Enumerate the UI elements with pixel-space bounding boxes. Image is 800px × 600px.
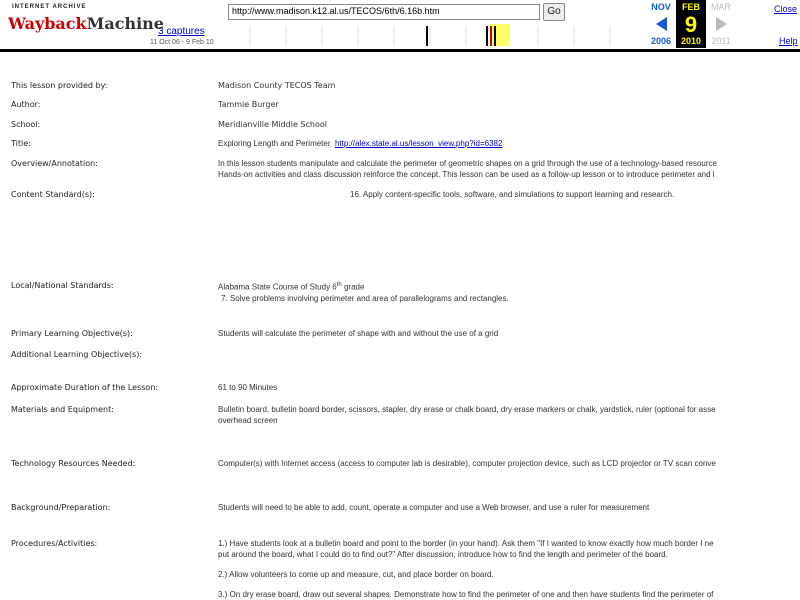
capture-sparkline[interactable] — [214, 24, 642, 48]
materials-line: overhead screen — [218, 416, 278, 425]
procedure-spacer — [218, 560, 800, 569]
background-value: Students will need to be able to add, count, operate a computer and use a Web browser, and use a ruler for measurement — [218, 503, 650, 512]
logo-machine: Machine — [86, 14, 164, 33]
go-button[interactable]: Go — [543, 3, 565, 21]
duration-label: Approximate Duration of the Lesson: — [11, 383, 159, 392]
content-standards-value: 16. Apply content-specific tools, software, and simulations to support learning and research. — [350, 190, 675, 199]
course-of-study: Alabama State Course of Study 6 — [218, 282, 337, 292]
author-label: Author: — [11, 100, 41, 109]
prev-year-label[interactable]: 2006 — [650, 36, 672, 46]
duration-value: 61 to 90 Minutes — [218, 383, 278, 392]
school-label: School: — [11, 120, 41, 129]
close-link[interactable]: Close — [774, 4, 798, 14]
logo-wayback: Wayback — [8, 14, 87, 33]
provided-by-value: Madison County TECOS Team — [218, 81, 336, 90]
sparkline-capture — [494, 26, 496, 46]
sparkline-capture — [426, 26, 428, 46]
local-standards-label: Local/National Standards: — [11, 281, 114, 290]
primary-objective-label: Primary Learning Objective(s): — [11, 329, 133, 338]
title-label: Title: — [11, 139, 31, 148]
month-navigator — [646, 0, 736, 50]
technology-label: Technology Resources Needed: — [11, 459, 136, 468]
sparkline-highlight — [490, 24, 510, 46]
overview-label: Overview/Annotation: — [11, 159, 98, 168]
overview-line: Hands-on activities and class discussion reinforce the concept. This lesson can be used as a follow-up lesson or to introduce perimeter and l — [218, 170, 715, 179]
next-capture-arrow-icon — [716, 17, 727, 31]
sparkline-capture — [486, 26, 488, 46]
current-year: 2010 — [680, 36, 702, 46]
prev-month-label[interactable]: NOV — [651, 2, 671, 12]
overview-line: In this lesson students manipulate and calculate the perimeter of geometric shapes on a grid through the use of a technology-based resource — [218, 159, 717, 168]
local-standards-value — [218, 280, 800, 304]
logo-top-text: INTERNET ARCHIVE — [12, 4, 87, 10]
author-value: Tammie Burger — [218, 100, 279, 109]
prev-capture-arrow-icon[interactable] — [656, 17, 667, 31]
technology-value: Computer(s) with Internet access (access to computer lab is desirable), computer projection device, such as LCD projector or TV scan conve — [218, 459, 716, 468]
next-month-label: MAR — [711, 2, 731, 12]
current-day: 9 — [684, 12, 698, 37]
sparkline-capture-current — [490, 26, 492, 46]
materials-label: Materials and Equipment: — [11, 405, 114, 414]
procedure-line: put around the board, what I could do to find out?" After discussion, introduce how to find the length and perimeter of the board. — [218, 550, 668, 559]
next-year-label: 2011 — [711, 36, 731, 46]
capture-range: 11 Oct 06 - 9 Feb 10 — [150, 39, 214, 46]
help-link[interactable]: Help — [779, 36, 798, 46]
local-standards-line — [218, 280, 800, 293]
url-input[interactable]: http://www.madison.k12.al.us/TECOS/6th/6.16b.htm — [228, 4, 540, 20]
procedure-line: 3.) On dry erase board, draw out several shapes. Demonstrate how to find the perimeter of one and then have students find the perimeter of — [218, 590, 714, 599]
title-value — [218, 138, 800, 149]
procedure-line: 1.) Have students look at a bulletin board and point to the border (in your hand). Ask them "If I wanted to know exactly how much border I ne — [218, 539, 714, 548]
materials-value — [218, 404, 800, 426]
school-value: Meridianville Middle School — [218, 120, 328, 129]
materials-line: Bulletin board, bulletin board border, scissors, stapler, dry erase or chalk board, dry erase markers or chalk, yardstick, ruler (optional for asse — [218, 405, 716, 414]
captures-link[interactable]: 3 captures — [158, 26, 205, 37]
procedures-label: Procedures/Activities: — [11, 539, 98, 548]
local-standards-line: 7. Solve problems involving perimeter and area of parallelograms and rectangles. — [221, 293, 509, 303]
current-capture-date — [676, 0, 706, 48]
primary-objective-value: Students will calculate the perimeter of shape with and without the use of a grid — [218, 329, 499, 338]
additional-objective-label: Additional Learning Objective(s): — [11, 350, 143, 359]
provided-by-label: This lesson provided by: — [11, 81, 108, 90]
procedures-value — [218, 538, 800, 600]
wayback-toolbar — [0, 0, 800, 52]
background-label: Background/Preparation: — [11, 503, 111, 512]
current-month: FEB — [682, 2, 700, 12]
overview-value — [218, 158, 800, 180]
wayback-logo[interactable] — [8, 4, 164, 44]
grade-suffix: th — [336, 282, 342, 288]
procedure-line: 2.) Allow volunteers to come up and measure, cut, and place border on board. — [218, 570, 494, 579]
title-text: Exploring Length and Perimeter — [218, 139, 331, 148]
grade-word: grade — [341, 282, 365, 292]
lesson-link[interactable]: http://alex.state.al.us/lesson_view.php?id=6382 — [334, 139, 503, 148]
procedure-spacer — [218, 580, 800, 589]
content-standards-label: Content Standard(s): — [11, 190, 95, 199]
logo-main-text — [8, 14, 164, 42]
